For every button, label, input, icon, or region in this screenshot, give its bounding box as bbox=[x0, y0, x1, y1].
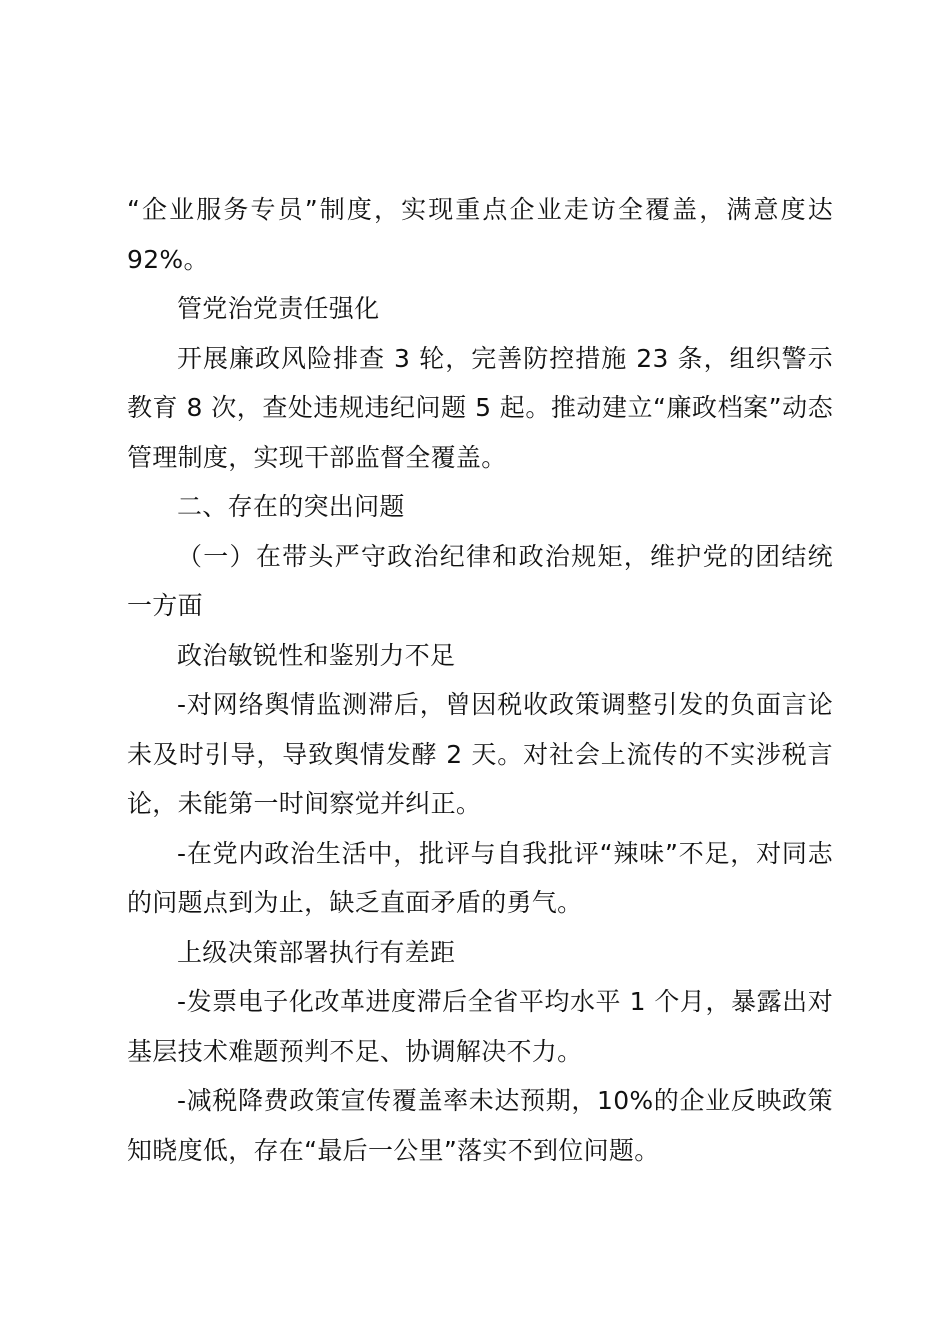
bullet-e-invoice: -发票电子化改革进度滞后全省平均水平 1 个月，暴露出对基层技术难题预判不足、协调解决不力。 bbox=[127, 987, 833, 1066]
heading-political-sensitivity: 政治敏锐性和鉴别力不足 bbox=[177, 640, 456, 670]
section-heading-problems: 二、存在的突出问题 bbox=[177, 492, 405, 521]
subsection-heading-political-discipline: （一）在带头严守政治纪律和政治规矩，维护党的团结统一方面 bbox=[127, 541, 833, 620]
bullet-criticism: -在党内政治生活中，批评与自我批评“辣味”不足，对同志的问题点到为止，缺乏直面矛盾的勇气。 bbox=[127, 838, 833, 917]
bullet-tax-reduction: -减税降费政策宣传覆盖率未达预期，10%的企业反映政策知晓度低，存在“最后一公里”落实不到位问题。 bbox=[127, 1086, 833, 1165]
paragraph-service-specialist-continued: “企业服务专员”制度，实现重点企业走访全覆盖，满意度达92%。 bbox=[127, 195, 833, 274]
paragraph-integrity-risk: 开展廉政风险排查 3 轮，完善防控措施 23 条，组织警示教育 8 次，查处违规违纪问题 5 起。推动建立“廉政档案”动态管理制度，实现干部监督全覆盖。 bbox=[127, 343, 833, 472]
document-page bbox=[127, 185, 833, 1175]
heading-execution-gap: 上级决策部署执行有差距 bbox=[177, 937, 456, 967]
bullet-public-opinion: -对网络舆情监测滞后，曾因税收政策调整引发的负面言论未及时引导，导致舆情发酵 2 天。对社会上流传的不实涉税言论，未能第一时间察觉并纠正。 bbox=[127, 690, 833, 818]
heading-party-responsibility: 管党治党责任强化 bbox=[177, 294, 380, 323]
